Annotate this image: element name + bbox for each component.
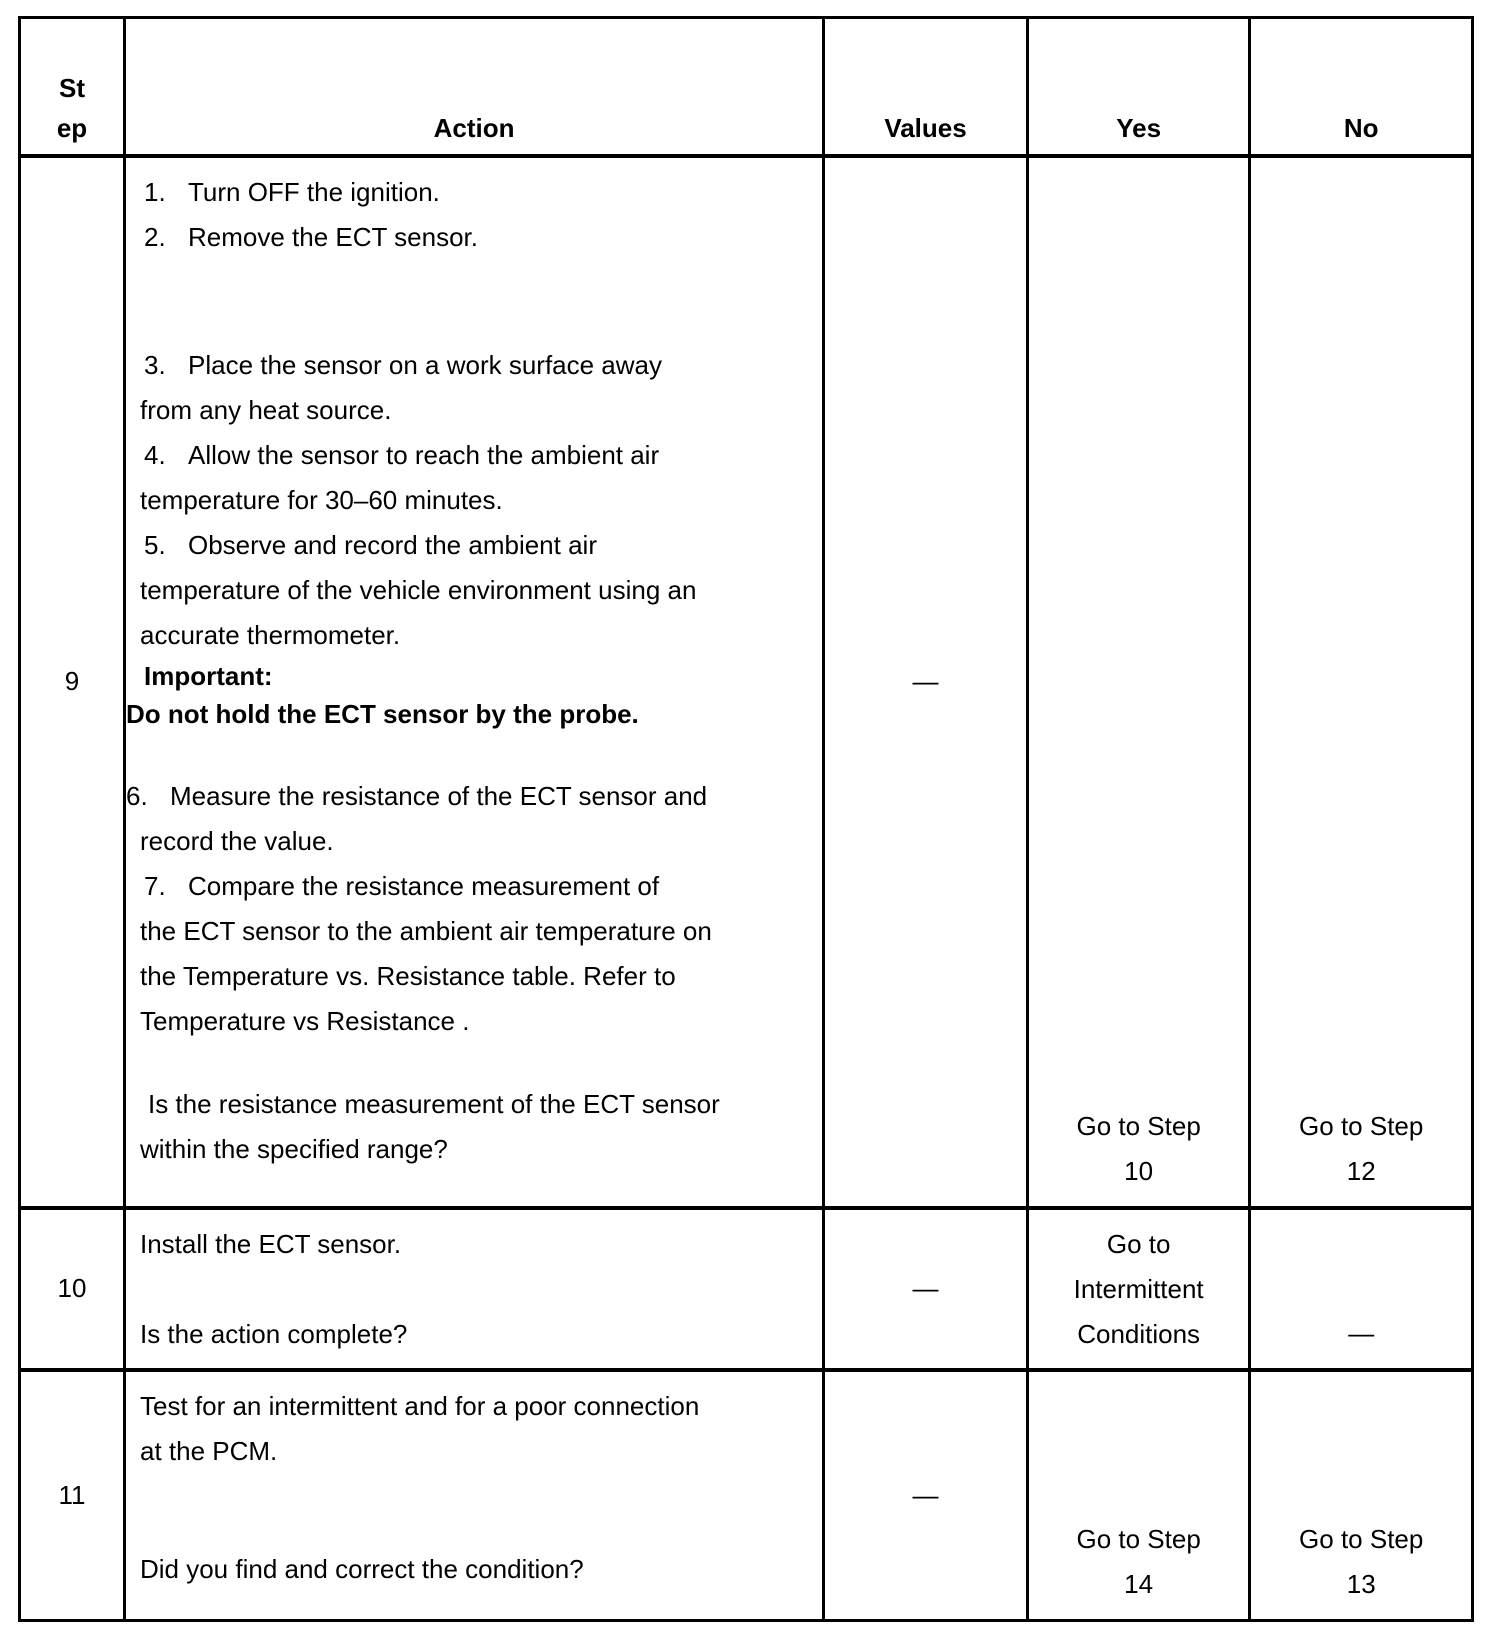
action-item-1 [126, 170, 822, 215]
values-cell [824, 1370, 1028, 1621]
item-number: 7. [143, 870, 166, 901]
header-step [20, 18, 125, 156]
action-item-7-cont3: Temperature vs Resistance . [139, 1005, 470, 1036]
yes-text-line2: 14 [1124, 1569, 1154, 1599]
action-item-3-cont: from any heat source. [139, 394, 392, 425]
yes-cell [1027, 1370, 1250, 1621]
action-line: Install the ECT sensor. [139, 1229, 402, 1260]
item-text: Remove the ECT sensor. [187, 221, 478, 252]
table-row-step-11 [20, 1370, 1473, 1621]
header-values: Values [824, 18, 1028, 156]
action-question: Is the action complete? [139, 1319, 408, 1350]
action-question: Did you find and correct the condition? [139, 1553, 584, 1584]
no-cell [1250, 156, 1473, 1209]
step-number: 9 [20, 156, 125, 1209]
header-yes: Yes [1027, 18, 1250, 156]
no-cell [1250, 1370, 1473, 1621]
table-row-step-9 [20, 156, 1473, 1209]
action-item-6-cont: record the value. [139, 825, 334, 856]
no-cell [1250, 1208, 1473, 1369]
values-dash: — [912, 1273, 939, 1304]
action-item-5 [126, 523, 822, 568]
item-text: Turn OFF the ignition. [187, 176, 440, 207]
no-text-line1: Go to Step [1299, 1524, 1424, 1554]
header-action: Action [124, 18, 823, 156]
action-line-cont: at the PCM. [139, 1435, 278, 1466]
yes-text-line2: Intermittent [1073, 1274, 1204, 1305]
action-question-cont: within the specified range? [139, 1133, 448, 1164]
item-number: 2. [143, 221, 166, 252]
item-number: 6. [125, 780, 148, 811]
item-number: 3. [143, 349, 166, 380]
table-row-step-10 [20, 1208, 1473, 1369]
yes-text-line1: Go to Step [1076, 1111, 1201, 1142]
header-no: No [1250, 18, 1473, 156]
important-label: Important: [143, 660, 273, 691]
values-dash: — [912, 666, 939, 697]
step-number: 11 [20, 1370, 125, 1621]
action-item-4 [126, 433, 822, 478]
diagnostic-table [18, 16, 1474, 1622]
header-step-line2: ep [56, 112, 88, 143]
item-number: 4. [143, 439, 166, 470]
item-text: Observe and record the ambient air [187, 529, 597, 560]
item-number: 1. [143, 176, 166, 207]
yes-text-line3: Conditions [1077, 1319, 1201, 1350]
no-text-line2: 12 [1346, 1156, 1376, 1187]
action-question: Is the resistance measurement of the ECT sensor [147, 1088, 720, 1119]
action-item-4-cont: temperature for 30–60 minutes. [139, 484, 503, 515]
values-cell [824, 1208, 1028, 1369]
action-item-7 [126, 864, 822, 909]
header-row [20, 18, 1473, 156]
item-text: Measure the resistance of the ECT sensor and [169, 780, 708, 811]
action-cell [124, 1370, 823, 1621]
action-item-7-cont: the ECT sensor to the ambient air temperature on [139, 915, 712, 946]
action-item-5-cont2: accurate thermometer. [139, 619, 401, 650]
values-cell [824, 156, 1028, 1209]
action-item-6 [126, 774, 822, 819]
item-text: Allow the sensor to reach the ambient air [187, 439, 660, 470]
header-step-line1: St [58, 72, 85, 103]
yes-cell [1027, 156, 1250, 1209]
action-line: Test for an intermittent and for a poor connection [139, 1390, 700, 1421]
action-item-2 [126, 215, 822, 260]
step-number: 10 [20, 1208, 125, 1369]
item-number: 5. [143, 529, 166, 560]
action-cell [124, 156, 823, 1209]
no-text-line1: Go to Step [1299, 1111, 1424, 1142]
yes-text-line2: 10 [1124, 1156, 1154, 1187]
action-item-5-cont: temperature of the vehicle environment using an [139, 574, 697, 605]
yes-text-line1: Go to Step [1076, 1524, 1201, 1554]
values-dash: — [912, 1479, 939, 1510]
action-item-3 [126, 343, 822, 388]
no-dash: — [1348, 1317, 1375, 1348]
item-text: Place the sensor on a work surface away [187, 349, 663, 380]
action-cell [124, 1208, 823, 1369]
yes-cell [1027, 1208, 1250, 1369]
action-item-7-cont2: the Temperature vs. Resistance table. Refer to [139, 960, 676, 991]
yes-text-line1: Go to [1106, 1229, 1171, 1260]
item-text: Compare the resistance measurement of [187, 870, 660, 901]
no-text-line2: 13 [1346, 1569, 1376, 1599]
important-text: Do not hold the ECT sensor by the probe. [125, 698, 639, 729]
